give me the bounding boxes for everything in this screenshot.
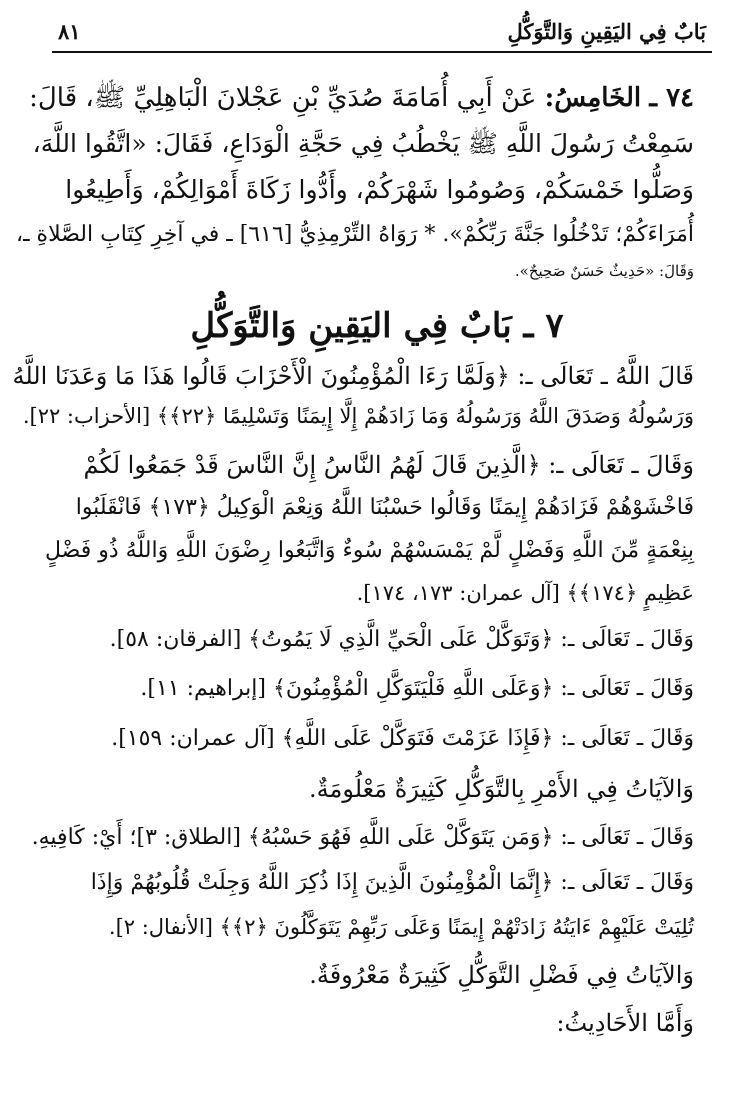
- hadith-text: عَنْ أَبِي أُمَامَةَ صُدَيِّ بْنِ عَجْلانَ الْبَاهِلِيِّ ﷺ، قَالَ:: [29, 83, 537, 113]
- verse-2-line-3: بِنِعْمَةٍ مِّنَ اللَّهِ وَفَضْلٍ لَّمْ يَمْسَسْهُمْ سُوءٌ وَاتَّبَعُوا رِضْوَنَ اللَّهِ وَاللَّهُ ذُو فَضْلٍ: [45, 538, 694, 563]
- chapter-title: ٧ ـ بَابٌ فِي اليَقِينِ وَالتَّوَكُّلِ: [190, 306, 564, 346]
- header-divider: [52, 51, 712, 53]
- hadith-74-line-5: وَقَالَ: «حَدِيثٌ حَسَنٌ صَحِيحٌ».: [514, 262, 694, 280]
- hadith-74-line-1: [29, 83, 694, 114]
- hadith-number: ٧٤ ـ: [649, 83, 694, 113]
- verse-2-line-1: وَقَالَ ـ تَعَالَى ـ: ﴿الَّذِينَ قَالَ لَهُمُ النَّاسُ إِنَّ النَّاسَ قَدْ جَمَعُوا لَكُمْ: [83, 451, 694, 479]
- hadith-74-line-2: سَمِعْتُ رَسُولَ اللَّهِ ﷺ يَخْطُبُ فِي حَجَّةِ الْوَدَاعِ، فَقَالَ: «اتَّقُوا اللَّهَ،: [32, 129, 694, 158]
- verse-2-line-2: فَاخْشَوْهُمْ فَزَادَهُمْ إِيمَنًا وَقَالُوا حَسْبُنَا اللَّهُ وَنِعْمَ الْوَكِيلُ ﴿١٧٣﴾ فَانْقَلَبُوا: [75, 495, 694, 520]
- verse-6: وَقَالَ ـ تَعَالَى ـ: ﴿وَمَن يَتَوَكَّلْ عَلَى اللَّهِ فَهُوَ حَسْبُهُ﴾ [الطلاق: ٣]؛ أَيْ: كَافِيهِ.: [31, 825, 694, 850]
- verse-1-line-1: قَالَ اللَّهُ ـ تَعَالَى ـ: ﴿وَلَمَّا رَءَا الْمُؤْمِنُونَ الْأَحْزَابَ قَالُوا هَذَا مَا وَعَدَنَا اللَّهُ: [12, 362, 694, 390]
- verse-3: وَقَالَ ـ تَعَالَى ـ: ﴿وَتَوَكَّلْ عَلَى الْحَيِّ الَّذِي لَا يَمُوتُ﴾ [الفرقان: ٥٨].: [109, 627, 694, 652]
- hadith-74-line-4: أُمَرَاءَكُمْ؛ تَدْخُلُوا جَنَّةَ رَبِّكُمْ». * رَوَاهُ التِّرْمِذِيُّ [٦١٦] ـ في آخِرِ كِتَابِ الصَّلاةِ ـ،: [16, 222, 694, 247]
- verse-4: وَقَالَ ـ تَعَالَى ـ: ﴿وَعَلَى اللَّهِ فَلْيَتَوَكَّلِ الْمُؤْمِنُونَ﴾ [إبراهيم: ١١].: [140, 676, 694, 701]
- verse-5: وَقَالَ ـ تَعَالَى ـ: ﴿فَإِذَا عَزَمْتَ فَتَوَكَّلْ عَلَى اللَّهِ﴾ [آل عمران: ١٥٩].: [111, 726, 694, 751]
- verse-7-line-1: وَقَالَ ـ تَعَالَى ـ: ﴿إِنَّمَا الْمُؤْمِنُونَ الَّذِينَ إِذَا ذُكِرَ اللَّهُ وَجِلَتْ قُلُوبُهُمْ وَإِذَا: [90, 870, 694, 895]
- verse-7-line-2: تُلِيَتْ عَلَيْهِمْ ءَايَتُهُ زَادَتْهُمْ إِيمَنًا وَعَلَى رَبِّهِمْ يَتَوَكَّلُونَ ﴿٢﴾﴾ [الأنفال: ٢].: [108, 915, 694, 939]
- page-number: ٨١: [58, 18, 81, 44]
- page-header: [58, 14, 706, 48]
- statement-command-verses: وَالآيَاتُ فِي الأَمْرِ بِالتَّوَكُّلِ كَثِيرَةٌ مَعْلُومَةٌ.: [308, 775, 694, 803]
- verse-1-line-2: وَرَسُولُهُ وَصَدَقَ اللَّهُ وَرَسُولُهُ وَمَا زَادَهُمْ إِلَّا إِيمَنًا وَتَسْلِيمًا ﴿٢٢﴾﴾ [الأحزاب: ٢٢].: [22, 404, 694, 428]
- hadith-74-line-3: وَصَلُّوا خَمْسَكُمْ، وَصُومُوا شَهْرَكُمْ، وأَدُّوا زَكَاةَ أَمْوَالِكُمْ، وَأَطِيعُوا: [65, 175, 694, 204]
- statement-hadiths-intro: وَأَمَّا الأَحَادِيثُ:: [556, 1009, 694, 1037]
- verse-2-line-4: عَظِيمٍ ﴿١٧٤﴾﴾ [آل عمران: ١٧٣، ١٧٤].: [356, 581, 694, 605]
- running-title: بَابٌ فِي اليَقِينِ وَالتَّوَكُّلِ: [507, 18, 706, 44]
- statement-virtue-verses: وَالآيَاتُ فِي فَضْلِ التَّوَكُّلِ كَثِيرَةٌ مَعْرُوفَةٌ.: [309, 961, 694, 989]
- hadith-label: الخَامِسُ:: [544, 83, 642, 113]
